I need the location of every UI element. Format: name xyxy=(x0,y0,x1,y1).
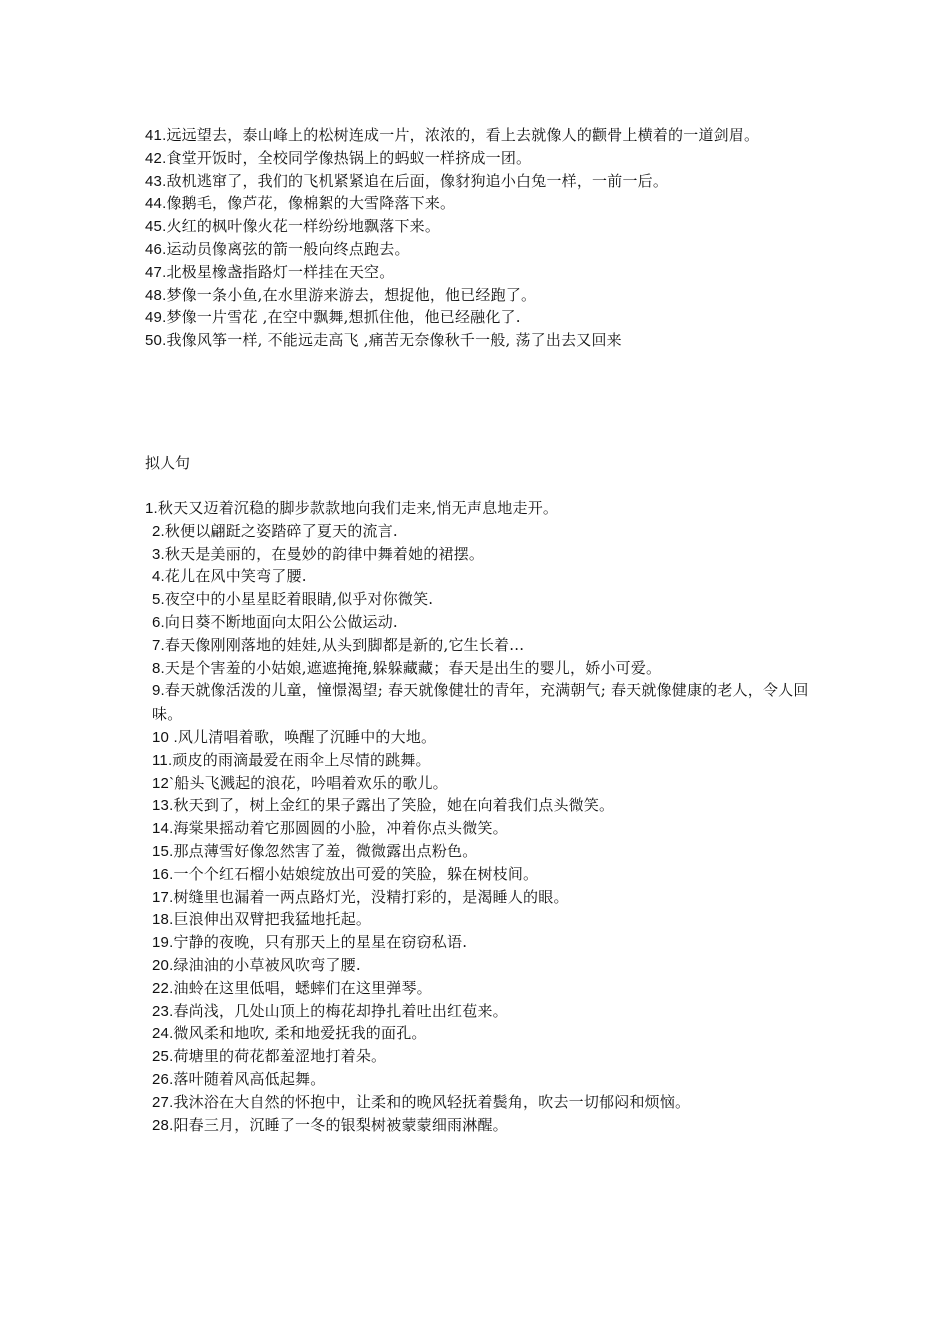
list-item xyxy=(145,611,812,634)
list-item xyxy=(145,192,759,215)
list-item xyxy=(145,170,759,193)
item-number: 44. xyxy=(145,195,167,213)
item-number: 26. xyxy=(152,1070,174,1088)
list-item xyxy=(145,908,812,931)
list-item xyxy=(145,840,812,863)
list-item xyxy=(145,306,759,329)
item-text: 油蛉在这里低唱，蟋蟀们在这里弹琴。 xyxy=(173,978,432,997)
item-text: 运动员像离弦的箭一般向终点跑去。 xyxy=(166,239,410,258)
list-item xyxy=(145,772,812,795)
item-text: 那点薄雪好像忽然害了羞，微微露出点粉色。 xyxy=(173,841,478,860)
item-number: 18. xyxy=(152,911,174,929)
item-number: 11. xyxy=(152,751,173,769)
list-item xyxy=(145,634,812,657)
item-text: 绿油油的小草被风吹弯了腰. xyxy=(173,955,361,974)
list-item xyxy=(145,1045,812,1068)
item-text: 天是个害羞的小姑娘,遮遮掩掩,躲躲藏藏；春天是出生的婴儿，娇小可爱。 xyxy=(164,658,662,677)
list-item xyxy=(145,863,812,886)
item-number: 42. xyxy=(145,149,167,167)
list-item xyxy=(145,497,812,520)
item-number: 12` xyxy=(152,774,175,792)
item-text: 秋便以翩跹之姿踏碎了夏天的流言. xyxy=(164,521,398,540)
item-number: 22. xyxy=(152,979,174,997)
list-item xyxy=(145,977,812,1000)
item-text: 微风柔和地吹, 柔和地爱抚我的面孔。 xyxy=(173,1024,427,1043)
list-item xyxy=(145,147,759,170)
item-number: 43. xyxy=(145,172,167,190)
item-text: 远远望去，泰山峰上的松树连成一片，浓浓的，看上去就像人的颧骨上横着的一道剑眉。 xyxy=(166,126,760,144)
item-number: 49. xyxy=(145,309,167,327)
item-text: 秋天是美丽的，在曼妙的韵律中舞着她的裙摆。 xyxy=(164,544,485,563)
item-text: 巨浪伸出双臂把我猛地托起。 xyxy=(173,910,372,929)
item-number: 28. xyxy=(152,1116,174,1134)
list-item xyxy=(145,794,812,817)
item-number: 15. xyxy=(152,842,174,860)
item-text: 阳春三月，沉睡了一冬的银梨树被蒙蒙细雨淋醒。 xyxy=(173,1115,508,1134)
item-number: 46. xyxy=(145,240,167,258)
item-text: 春天像刚刚落地的娃娃,从头到脚都是新的,它生长着... xyxy=(164,635,525,654)
list-item xyxy=(145,726,812,749)
item-number: 25. xyxy=(152,1048,174,1066)
list-item xyxy=(145,284,759,307)
simile-sentence-list xyxy=(145,124,759,352)
item-text: 树缝里也漏着一两点路灯光，没精打彩的，是渴睡人的眼。 xyxy=(173,887,569,906)
list-item xyxy=(145,1114,812,1137)
list-item xyxy=(145,886,812,909)
item-text: 春天就像活泼的儿童，憧憬渴望; 春天就像健壮的青年，充满朝气; 春天就像健康的老人，令人回味。 xyxy=(152,681,809,724)
list-item xyxy=(145,215,759,238)
item-number: 5. xyxy=(152,591,165,609)
item-text: 夜空中的小星星眨着眼睛,似乎对你微笑. xyxy=(164,590,434,609)
list-item xyxy=(145,588,812,611)
item-number: 13. xyxy=(152,797,174,815)
list-item xyxy=(145,1068,812,1091)
item-number: 48. xyxy=(145,286,167,304)
item-number: 6. xyxy=(152,613,165,631)
item-number: 4. xyxy=(152,568,165,586)
list-item xyxy=(145,679,812,726)
personification-sentence-list xyxy=(145,497,812,1136)
list-item xyxy=(145,954,812,977)
list-item xyxy=(145,817,812,840)
list-item xyxy=(145,238,759,261)
item-number: 1. xyxy=(145,500,158,517)
item-text: 我像风筝一样, 不能远走高飞 ,痛苦无奈像秋千一般, 荡了出去又回来 xyxy=(166,331,622,350)
item-text: 落叶随着风高低起舞。 xyxy=(173,1069,326,1088)
item-number: 41. xyxy=(145,127,167,144)
item-number: 27. xyxy=(152,1093,174,1111)
item-number: 9. xyxy=(152,682,165,700)
list-item xyxy=(145,329,759,352)
item-number: 8. xyxy=(152,659,165,677)
item-text: 海棠果摇动着它那圆圆的小脸，冲着你点头微笑。 xyxy=(173,819,508,838)
list-item xyxy=(145,124,759,147)
item-number: 50. xyxy=(145,332,167,350)
list-item xyxy=(145,1000,812,1023)
item-number: 7. xyxy=(152,636,165,654)
list-item xyxy=(145,1091,812,1114)
list-item xyxy=(145,543,812,566)
item-number: 10 . xyxy=(152,728,178,746)
item-text: 我沐浴在大自然的怀抱中，让柔和的晚风轻抚着鬓角，吹去一切郁闷和烦恼。 xyxy=(173,1092,691,1111)
item-number: 47. xyxy=(145,263,167,281)
item-text: 敌机逃窜了，我们的飞机紧紧追在后面，像豺狗追小白兔一样，一前一后。 xyxy=(166,171,669,190)
item-number: 16. xyxy=(152,865,174,883)
item-number: 19. xyxy=(152,934,174,952)
list-item xyxy=(145,931,812,954)
item-text: 风儿清唱着歌，唤醒了沉睡中的大地。 xyxy=(177,727,437,746)
item-text: 梦像一条小鱼,在水里游来游去，想捉他，他已经跑了。 xyxy=(166,285,537,304)
item-number: 23. xyxy=(152,1002,174,1020)
item-text: 宁静的夜晚，只有那天上的星星在窃窃私语. xyxy=(173,933,468,952)
list-item xyxy=(145,261,759,284)
item-text: 秋天到了，树上金红的果子露出了笑脸，她在向着我们点头微笑。 xyxy=(173,796,615,815)
item-text: 花儿在风中笑弯了腰. xyxy=(164,567,307,586)
item-text: 春尚浅，几处山顶上的梅花却挣扎着吐出红苞来。 xyxy=(173,1001,508,1020)
list-item xyxy=(145,749,812,772)
section-title-personification: 拟人句 xyxy=(145,454,191,472)
item-text: 像鹅毛，像芦花，像棉絮的大雪降落下来。 xyxy=(166,194,456,213)
item-text: 顽皮的雨滴最爱在雨伞上尽情的跳舞。 xyxy=(172,750,431,769)
list-item xyxy=(145,1022,812,1045)
item-text: 北极星橡盏指路灯一样挂在天空。 xyxy=(166,262,395,281)
item-text: 秋天又迈着沉稳的脚步款款地向我们走来,悄无声息地走开。 xyxy=(157,499,559,517)
item-number: 24. xyxy=(152,1025,174,1043)
item-number: 20. xyxy=(152,956,174,974)
item-text: 船头飞溅起的浪花，吟唱着欢乐的歌儿。 xyxy=(174,773,448,792)
item-text: 荷塘里的荷花都羞涩地打着朵。 xyxy=(173,1047,387,1066)
item-number: 2. xyxy=(152,522,165,540)
item-number: 3. xyxy=(152,545,165,563)
item-text: 向日葵不断地面向太阳公公做运动. xyxy=(164,612,398,631)
item-number: 45. xyxy=(145,218,167,236)
item-text: 一个个红石榴小姑娘绽放出可爱的笑脸，躲在树枝间。 xyxy=(173,864,539,883)
list-item xyxy=(145,657,812,680)
item-number: 14. xyxy=(152,820,174,838)
item-text: 食堂开饭时，全校同学像热锅上的蚂蚁一样挤成一团。 xyxy=(166,148,532,167)
item-text: 梦像一片雪花 ,在空中飘舞,想抓住他，他已经融化了. xyxy=(166,308,521,327)
item-number: 17. xyxy=(152,888,174,906)
list-item xyxy=(145,565,812,588)
item-text: 火红的枫叶像火花一样纷纷地飘落下来。 xyxy=(166,217,441,236)
list-item xyxy=(145,520,812,543)
